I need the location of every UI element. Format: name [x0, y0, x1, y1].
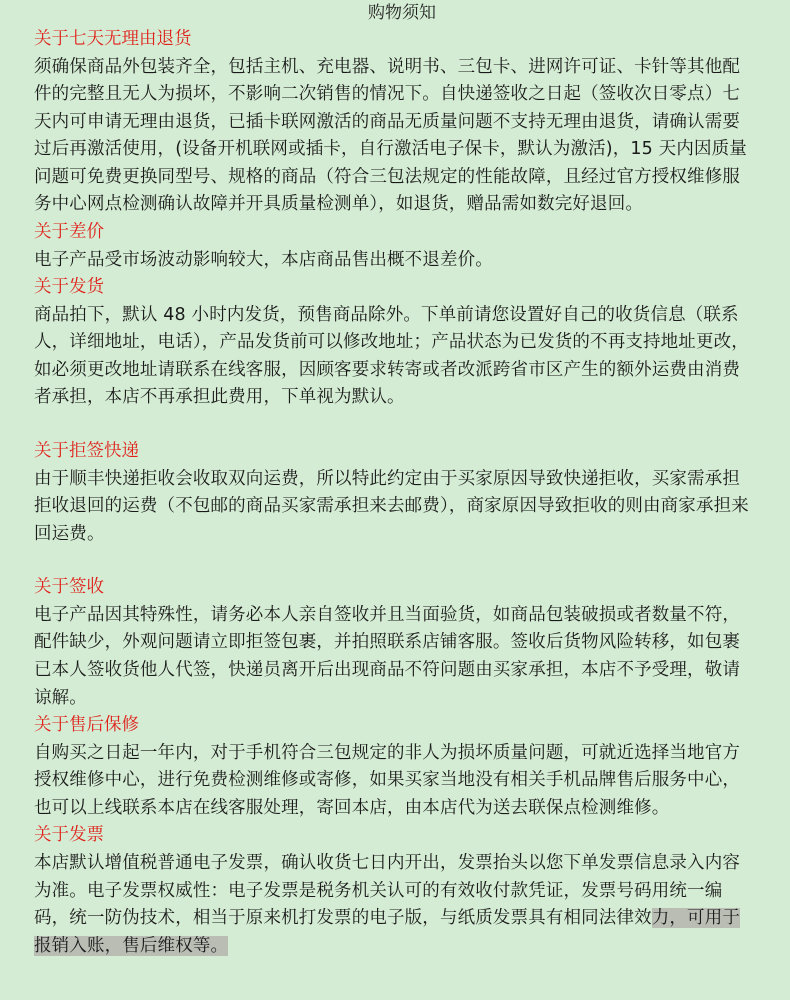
- section-heading-invoice: 关于发票: [34, 825, 104, 846]
- section-body-invoice: [34, 850, 756, 960]
- section-heading-after-sales-warranty: 关于售后保修: [34, 715, 139, 736]
- section-body-shipping: 商品拍下，默认 48 小时内发货，预售商品除外。下单前请您设置好自己的收货信息（联系人，详细地址，电话），产品发货前可以修改地址；产品状态为已发货的不再支持地址更改，如必须更改地址请联系在线客服，因顾客要求转寄或者改派跨省市区产生的额外运费由消费者承担，本店不再承担此费用，下单视为默认。: [34, 304, 749, 408]
- section-body-signing: 电子产品因其特殊性，请务必本人亲自签收并且当面验货，如商品包装破损或者数量不符，配件缺少，外观问题请立即拒签包裹，并拍照联系店铺客服。签收后货物风险转移，如包裹已本人签收货他人代签，快递员离开后出现商品不符问题由买家承担，本店不予受理，敬请谅解。: [34, 604, 740, 708]
- section-body-seven-day-return: 须确保商品外包装齐全，包括主机、充电器、说明书、三包卡、进网许可证、卡针等其他配件的完整且无人为损坏，不影响二次销售的情况下。自快递签收之日起（签收次日零点）七天内可申请无理由退货，已插卡联网激活的商品无质量问题不支持无理由退货，请确认需要过后再激活使用，(设备开机联网或插卡，自行激活电子保卡，默认为激活)，15 天内因质量问题可免费更换同型号、规格的商品（符合三包法规定的性能故障，且经过官方授权维修服务中心网点检测确认故障并开具质量检测单），如退货，赠品需如数完好退回。: [34, 56, 747, 215]
- section-heading-reject-delivery: 关于拒签快递: [34, 441, 139, 462]
- section-body-after-sales-warranty: 自购买之日起一年内，对于手机符合三包规定的非人为损坏质量问题，可就近选择当地官方授权维修中心，进行免费检测维修或寄修，如果买家当地没有相关手机品牌售后服务中心，也可以上线联系本店在线客服处理，寄回本店，由本店代为送去联保点检测维修。: [34, 742, 740, 818]
- spacer: [34, 412, 756, 438]
- section-heading-price-difference: 关于差价: [34, 222, 104, 243]
- document-title: 购物须知: [368, 3, 436, 23]
- invoice-body-text: 本店默认增值税普通电子发票，确认收货七日内开出，发票抬头以您下单发票信息录入内容为准。电子发票权威性：电子发票是税务机关认可的有效收付款凭证，发票号码用统一编码，统一防伪技术，相当于原来机打发票的电子版，与纸质发票具有相同法律效: [34, 852, 740, 929]
- section-body-reject-delivery: 由于顺丰快递拒收会收取双向运费，所以特此约定由于买家原因导致快递拒收，买家需承担拒收退回的运费（不包邮的商品买家需承担来去邮费），商家原因导致拒收的则由商家承担来回运费。: [34, 468, 749, 544]
- selected-text-highlight: 力，可用于报销入账，售后维权等。: [34, 908, 740, 956]
- section-heading-shipping: 关于发货: [34, 277, 104, 298]
- section-body-price-difference: 电子产品受市场波动影响较大，本店商品售出概不退差价。: [34, 249, 493, 270]
- spacer: [34, 548, 756, 574]
- section-heading-seven-day-return: 关于七天无理由退货: [34, 29, 192, 49]
- section-heading-signing: 关于签收: [34, 577, 104, 598]
